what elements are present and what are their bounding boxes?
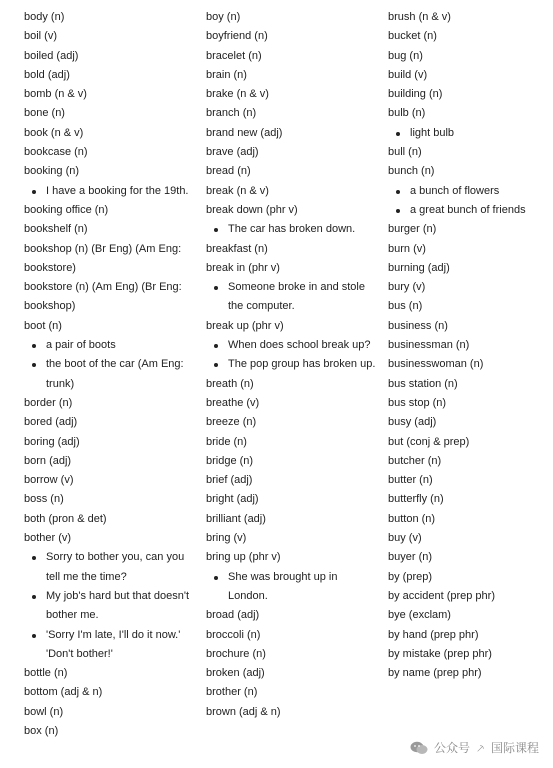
example-sentence: The car has broken down.	[206, 220, 378, 239]
word-entry: brochure (n)	[206, 647, 266, 660]
word-entry: burger (n)	[388, 223, 437, 236]
word-entry: boss (n)	[24, 493, 64, 506]
word-entry: bookstore (n) (Am Eng) (Br Eng:	[24, 281, 182, 294]
word-entry: bone (n)	[24, 107, 65, 120]
example-sentence: The pop group has broken up.	[206, 355, 378, 374]
watermark	[410, 739, 539, 756]
word-entry: broad (adj)	[206, 609, 260, 622]
word-entry: breeze (n)	[206, 416, 257, 429]
word-entry: break in (phr v)	[206, 261, 280, 274]
wechat-icon	[410, 741, 428, 755]
example-sentence: a pair of boots	[24, 336, 196, 355]
word-entry: brief (adj)	[206, 474, 253, 487]
word-entry: burn (v)	[388, 242, 426, 255]
word-entry: bookcase (n)	[24, 146, 88, 159]
word-entry: brown (adj & n)	[206, 705, 281, 718]
word-entry: boil (v)	[24, 30, 58, 43]
word-entry: bookshelf (n)	[24, 223, 88, 236]
word-entry: bull (n)	[388, 146, 422, 159]
example-sentence: When does school break up?	[206, 336, 378, 355]
word-entry: bury (v)	[388, 281, 426, 294]
word-entry: born (adj)	[24, 454, 72, 467]
word-entry: boy (n)	[206, 11, 241, 23]
word-entry: borrow (v)	[24, 474, 74, 487]
word-entry: bottom (adj & n)	[24, 686, 103, 699]
word-entry: break down (phr v)	[206, 203, 298, 216]
word-entry: book (n & v)	[24, 126, 84, 139]
word-entry: bucket (n)	[388, 30, 437, 43]
word-entry: branch (n)	[206, 107, 257, 120]
word-entry: bookstore)	[24, 261, 76, 274]
example-sentence: My job's hard but that doesn't bother me.	[24, 587, 196, 626]
word-entry: boyfriend (n)	[206, 30, 268, 43]
word-entry: burning (adj)	[388, 261, 450, 274]
example-sentence: I have a booking for the 19th.	[24, 182, 196, 201]
word-entry: brother (n)	[206, 686, 258, 699]
example-sentence: Someone broke in and stole the computer.	[206, 278, 378, 317]
word-entry: brain (n)	[206, 68, 247, 81]
word-entry: break (n & v)	[206, 184, 269, 197]
word-entry: brave (adj)	[206, 146, 259, 159]
word-entry: boring (adj)	[24, 435, 80, 448]
word-entry: booking office (n)	[24, 203, 109, 216]
word-entry: bring up (phr v)	[206, 551, 281, 564]
wechat-label: 公众号	[433, 741, 470, 755]
example-sentence: She was brought up in London.	[206, 568, 378, 607]
word-entry: bulb (n)	[388, 107, 426, 120]
example-sentence: a great bunch of friends	[388, 201, 548, 220]
word-entry: boot (n)	[24, 319, 62, 332]
example-sentence: Sorry to bother you, can you tell me the time?	[24, 548, 196, 587]
brand-logo-icon: ⸕	[475, 741, 485, 755]
word-entry: bunch (n)	[388, 165, 435, 178]
word-entry: bowl (n)	[24, 705, 64, 718]
word-entry: businesswoman (n)	[388, 358, 484, 371]
word-entry: bye (exclam)	[388, 609, 451, 622]
word-entry: bright (adj)	[206, 493, 259, 506]
word-entry: bored (adj)	[24, 416, 78, 429]
word-entry: bus (n)	[388, 300, 423, 313]
word-entry: by (prep)	[388, 570, 433, 583]
word-entry: both (pron & det)	[24, 512, 107, 525]
word-entry: bookshop (n) (Br Eng) (Am Eng:	[24, 242, 182, 255]
word-entry: bug (n)	[388, 49, 423, 62]
word-entry: border (n)	[24, 396, 73, 409]
word-entry: butterfly (n)	[388, 493, 444, 506]
word-entry: bring (v)	[206, 532, 247, 545]
word-entry: bridge (n)	[206, 454, 254, 467]
example-sentence: light bulb	[388, 124, 548, 143]
word-entry: brake (n & v)	[206, 88, 269, 101]
word-entry: bus stop (n)	[388, 396, 447, 409]
word-entry: bride (n)	[206, 435, 247, 448]
word-entry: booking (n)	[24, 165, 80, 178]
word-entry: business (n)	[388, 319, 448, 332]
word-entry: bus station (n)	[388, 377, 458, 390]
word-entry: brilliant (adj)	[206, 512, 266, 525]
word-entry: butcher (n)	[388, 454, 442, 467]
example-sentence: a bunch of flowers	[388, 182, 548, 201]
word-entry: building (n)	[388, 88, 443, 101]
word-entry: build (v)	[388, 68, 428, 81]
word-entry: button (n)	[388, 512, 436, 525]
word-entry: breathe (v)	[206, 396, 260, 409]
example-sentence: the boot of the car (Am Eng: trunk)	[24, 355, 196, 394]
word-entry: break up (phr v)	[206, 319, 284, 332]
word-entry: brand new (adj)	[206, 126, 283, 139]
word-entry: broccoli (n)	[206, 628, 261, 641]
word-entry: buyer (n)	[388, 551, 433, 564]
word-entry: box (n)	[24, 724, 59, 737]
column-2	[206, 8, 378, 722]
column-1	[24, 8, 196, 741]
word-entry: bookshop)	[24, 300, 76, 313]
word-entry: by name (prep phr)	[388, 667, 482, 680]
word-entry: breakfast (n)	[206, 242, 268, 255]
word-entry: boiled (adj)	[24, 49, 79, 62]
word-entry: butter (n)	[388, 474, 433, 487]
word-entry: buy (v)	[388, 532, 422, 545]
word-entry: businessman (n)	[388, 339, 470, 352]
word-entry: but (conj & prep)	[388, 435, 470, 448]
word-entry: bother (v)	[24, 532, 72, 545]
word-entry: bomb (n & v)	[24, 88, 87, 101]
example-sentence: 'Sorry I'm late, I'll do it now.' 'Don't bother!'	[24, 626, 196, 665]
word-entry: by hand (prep phr)	[388, 628, 479, 641]
word-entry: busy (adj)	[388, 416, 437, 429]
word-entry: by accident (prep phr)	[388, 589, 495, 602]
column-3	[388, 8, 548, 683]
word-entry: by mistake (prep phr)	[388, 647, 492, 660]
word-entry: brush (n & v)	[388, 11, 451, 23]
word-entry: bold (adj)	[24, 68, 70, 81]
word-entry: bottle (n)	[24, 667, 68, 680]
word-entry: body (n)	[24, 11, 65, 23]
account-name: 国际课程	[490, 741, 539, 755]
word-entry: bracelet (n)	[206, 49, 262, 62]
word-entry: bread (n)	[206, 165, 251, 178]
word-entry: breath (n)	[206, 377, 254, 390]
word-entry: broken (adj)	[206, 667, 265, 680]
